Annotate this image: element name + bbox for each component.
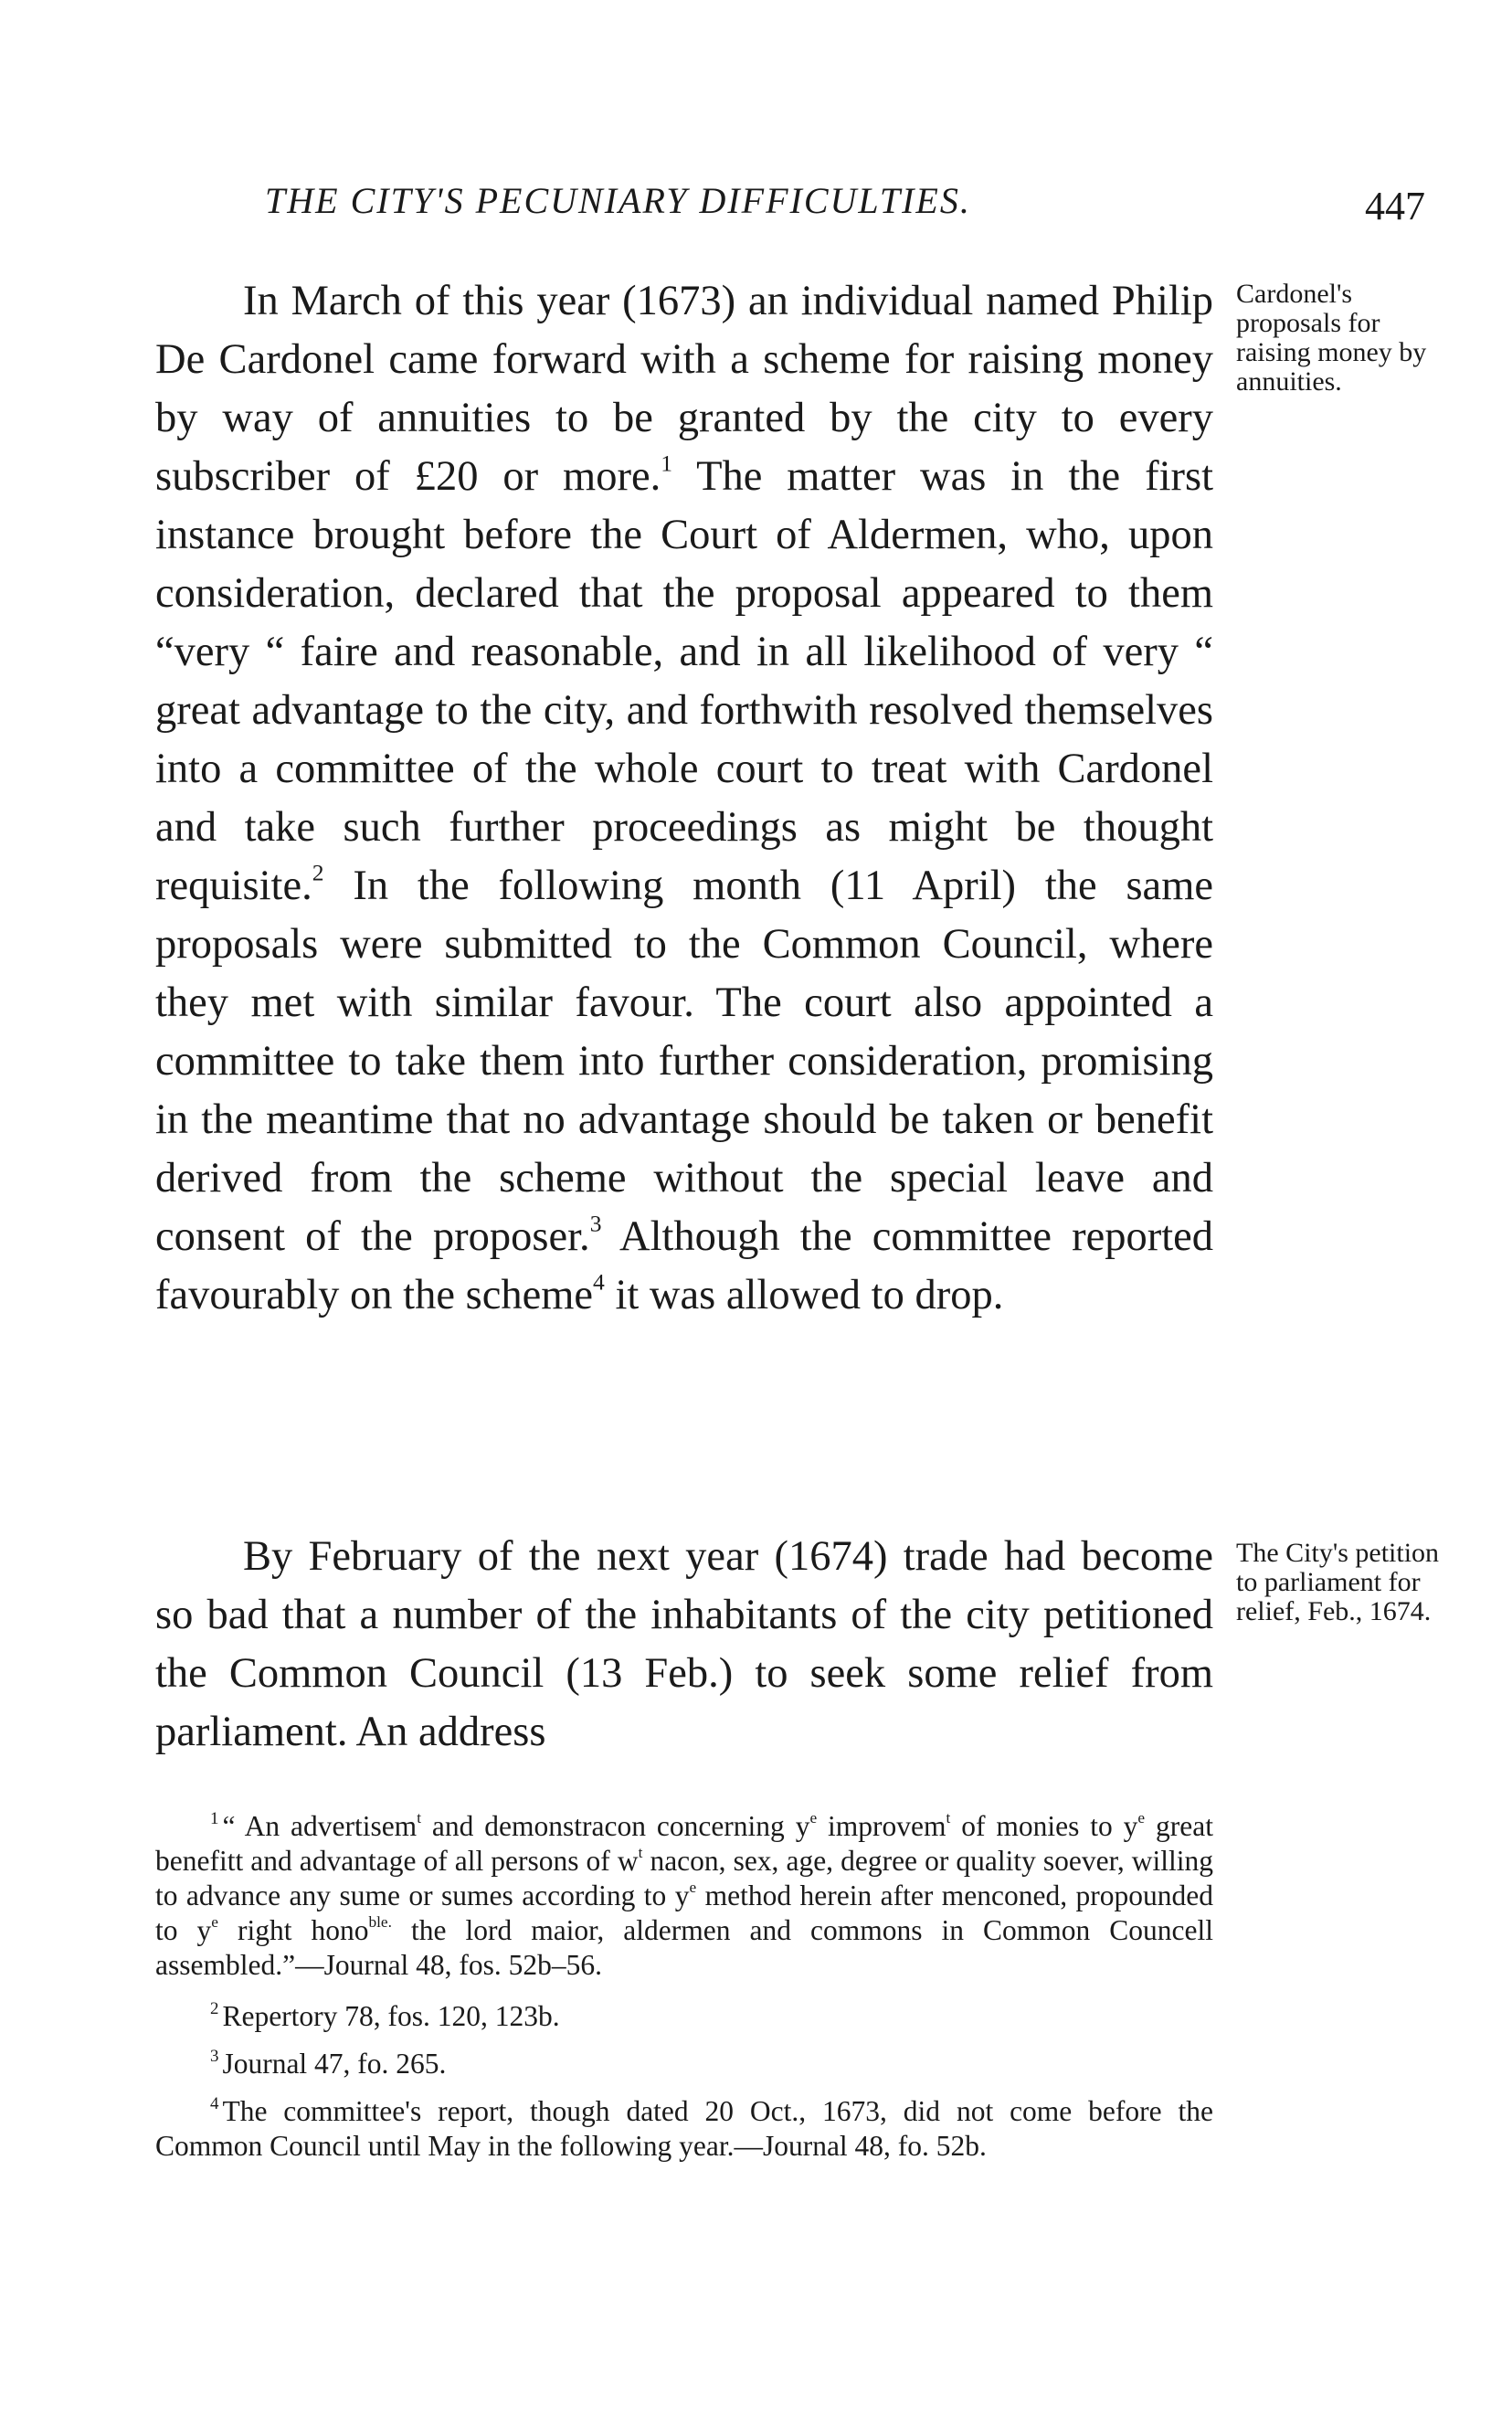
footnote-2: $^2$ Repertory 78, fos. 120, 123b. — [210, 1998, 560, 2032]
paragraph-text: In the following month (11 April) the same proposals were submitted to the Common Council, where they met with similar favour. The court also appointed a committee to take them into further consideration, promising in the meantime that no advantage should be taken or benefit derived from the scheme without the special leave and consent of the proposer. — [155, 863, 1213, 1260]
footnote-3: $^3$ Journal 47, fo. 265. — [210, 2046, 447, 2080]
footnote-mark: 3 — [210, 2046, 219, 2066]
paragraph-text: it was allowed to drop. — [604, 1272, 1004, 1318]
paragraph-petition — [155, 1528, 1213, 1762]
paragraph-cardonel-scheme — [155, 272, 1213, 1325]
footnote-4: $^4$ The committee's report, though dated 20 Oct., 1673, did not come before the Common Council until May in the following year.—Journal 48, fo. 52b. — [155, 2093, 1213, 2162]
footnote-mark: 1 — [210, 1808, 219, 1828]
footnote-ref: 3 — [589, 1210, 602, 1237]
footnotes — [155, 1809, 1213, 2176]
running-title: THE CITY'S PECUNIARY DIFFICULTIES. — [265, 180, 971, 221]
sidenote-cardonel: Cardonel's proposals for raising money by annuities. — [1236, 279, 1427, 397]
paragraph-text: The matter was in the first instance brought before the Court of Aldermen, who, upon consideration, declared that the proposal appeared to them “very “ faire and reasonable, and in all likelihood of very “ great advantage to the city, and forthwith resolved themselves into a committee of the whole court to treat with Cardonel and take such further proceedings as might be thought requisite. — [155, 453, 1213, 909]
page-number: 447 — [1365, 184, 1425, 228]
footnote-ref: 4 — [593, 1268, 605, 1296]
sidenote-petition: The City's petition to parliament for relief, Feb., 1674. — [1236, 1538, 1440, 1626]
paragraph-text: Although the committee reported favourably on the scheme — [155, 1213, 1213, 1318]
footnote-1: $^1$ “ An advertisem$^t$ and demonstracon concerning $y^e$ improvem$^t$ of monies to $y^e$ great benefitt and advantage of all persons of $w^t$ nacon, sex, age, degree or quality soever, willing to advance any sume or sumes according to $y^e$ method herein after menconed, propounded to $y^e$ right hono$^{ble.}$ the lord maior, aldermen and commons in Common Councell assembled.”—Journal 48, fos. 52b–56. — [155, 1808, 1213, 1981]
paragraph-text: In March of this year (1673) an individual named Philip De Cardonel came forward with a scheme for raising money by way of annuities to be granted by the city to every subscriber of £20 or more. — [155, 278, 1213, 500]
footnote-ref: 2 — [312, 859, 324, 886]
paragraph-text: By February of the next year (1674) trade had become so bad that a number of the inhabitants of the city petitioned the Common Council (13 Feb.) to seek some relief from parliament. An address — [155, 1533, 1213, 1755]
footnote-mark: 2 — [210, 1998, 219, 2018]
footnote-ref: 1 — [661, 450, 672, 477]
footnote-mark: 4 — [210, 2093, 219, 2113]
